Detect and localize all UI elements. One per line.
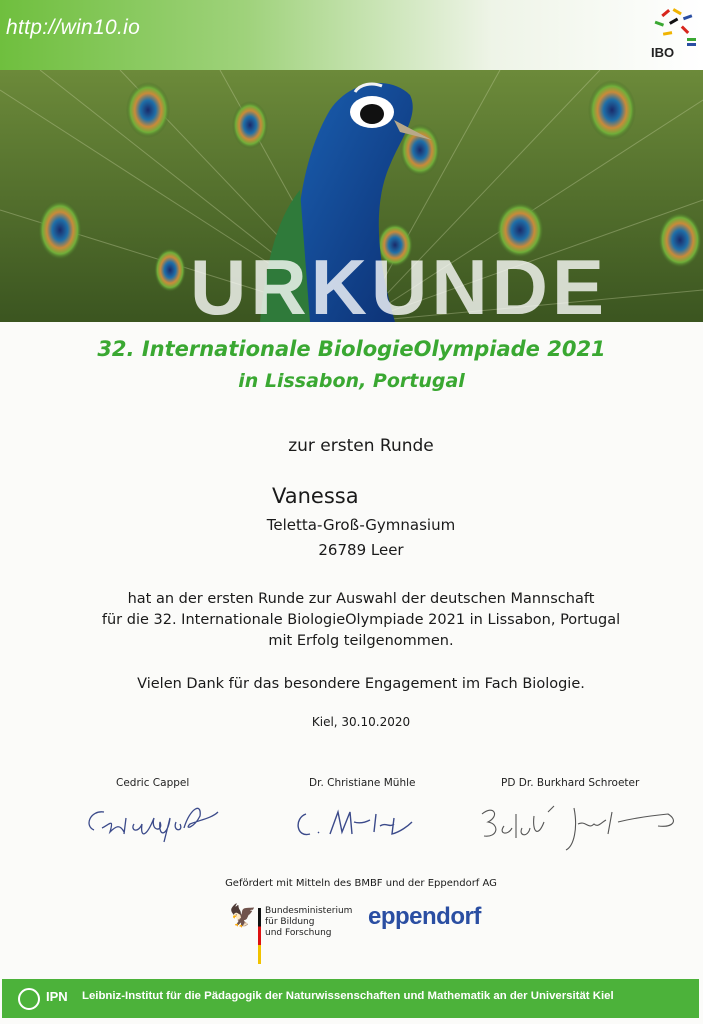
footer-institute: Leibniz-Institut für die Pädagogik der Naturwissenschaften und Mathematik an der Universität Kiel — [82, 990, 614, 1002]
bmbf-line: für Bildung — [265, 917, 315, 927]
bmbf-logo — [229, 904, 353, 964]
signature-muehle — [290, 798, 430, 848]
german-flag-bar — [258, 908, 261, 964]
funding-text: Gefördert mit Mitteln des BMBF und der Eppendorf AG — [225, 878, 497, 889]
thanks-text: Vielen Dank für das besondere Engagement im Fach Biologie. — [137, 676, 585, 692]
header-banner — [0, 0, 703, 322]
eppendorf-logo: eppendorf — [368, 903, 481, 930]
ipn-logo-text: IPN — [46, 989, 68, 1004]
issue-date: Kiel, 30.10.2020 — [311, 715, 411, 729]
certificate-body — [0, 589, 703, 652]
footer-bar — [2, 979, 699, 1018]
ibo-logo — [651, 8, 697, 64]
body-line: für die 32. Internationale BiologieOlympiade 2021 in Lissabon, Portugal — [101, 612, 621, 628]
signatory-name: Dr. Christiane Mühle — [309, 777, 416, 789]
bmbf-line: Bundesministerium — [265, 906, 353, 916]
certificate-heading: URKUNDE — [190, 243, 608, 322]
olympiad-location: in Lissabon, Portugal — [238, 370, 465, 392]
watermark-text: http://win10.io — [6, 16, 141, 39]
round-text: zur ersten Runde — [288, 436, 434, 456]
olympiad-title: 32. Internationale BiologieOlympiade 2021 — [97, 337, 606, 361]
body-line: mit Erfolg teilgenommen. — [268, 633, 454, 649]
eagle-icon: 🦅 — [229, 904, 257, 929]
signatory-name: Cedric Cappel — [116, 777, 190, 789]
recipient-city: 26789 Leer — [318, 541, 404, 559]
signature-cappel — [80, 798, 230, 848]
bmbf-text — [265, 906, 352, 939]
bmbf-line: und Forschung — [265, 928, 332, 938]
ibo-logo-icon — [651, 8, 697, 48]
recipient-school: Teletta-Groß-Gymnasium — [266, 516, 456, 534]
signature-schroeter — [478, 798, 700, 858]
recipient-name: Vanessa — [272, 484, 359, 508]
signatory-name: PD Dr. Burkhard Schroeter — [501, 777, 640, 789]
body-line: hat an der ersten Runde zur Auswahl der deutschen Mannschaft — [127, 591, 595, 607]
ibo-logo-text: IBO — [651, 45, 675, 60]
ipn-logo-icon — [18, 988, 40, 1010]
